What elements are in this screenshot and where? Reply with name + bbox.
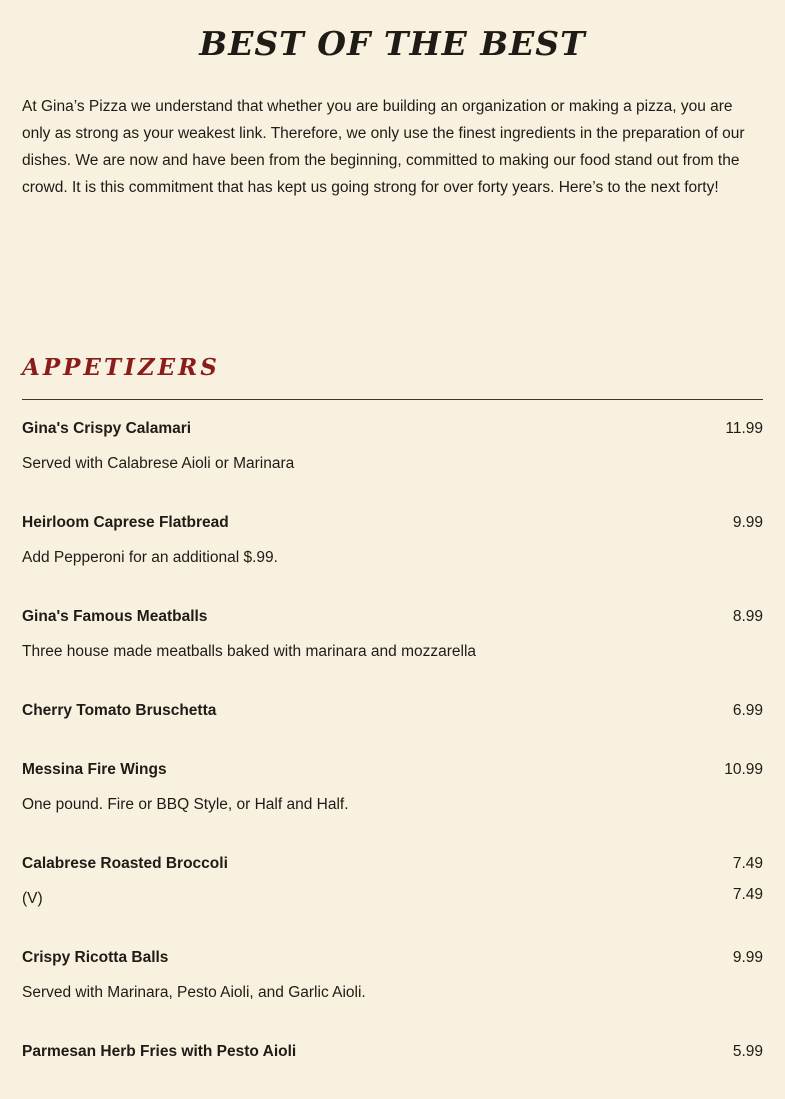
menu-item-price: 7.49 xyxy=(732,855,763,872)
hero-title: BEST OF THE BEST xyxy=(199,24,586,63)
menu-item-description: Served with Calabrese Aioli or Marinara xyxy=(22,455,295,472)
menu-item xyxy=(22,511,763,570)
menu-item-description: Served with Marinara, Pesto Aioli, and Garlic Aioli. xyxy=(22,984,366,1001)
menu-item-price: 11.99 xyxy=(725,420,763,437)
menu-item xyxy=(22,852,763,911)
menu-item xyxy=(22,946,763,1005)
menu-item-name: Gina's Famous Meatballs xyxy=(22,608,208,625)
menu-item-name: Gina's Crispy Calamari xyxy=(22,420,192,437)
menu-item-description: One pound. Fire or BBQ Style, or Half and Half. xyxy=(22,796,349,813)
menu-item xyxy=(22,605,763,664)
menu-item-name: Crispy Ricotta Balls xyxy=(22,949,169,966)
menu-item-price: 9.99 xyxy=(732,949,763,966)
intro-paragraph: At Gina’s Pizza we understand that whether you are building an organization or making a pizza, you are only as strong as your weakest link. Therefore, we only use the finest ingredients in the preparation of our dishes. We are now and have been from the beginning, committed to making our food stand out from the crowd. It is this commitment that has kept us going strong for over forty years. Here’s to the next forty! xyxy=(22,98,745,196)
menu-item xyxy=(22,758,763,817)
menu-item-name: Messina Fire Wings xyxy=(22,761,167,778)
menu-item-description: Three house made meatballs baked with marinara and mozzarella xyxy=(22,643,477,660)
menu-item-price: 9.99 xyxy=(732,514,763,531)
menu-item-name: Cherry Tomato Bruschetta xyxy=(22,702,217,719)
section-title-appetizers: APPETIZERS xyxy=(22,354,220,381)
menu-item-price: 6.99 xyxy=(732,702,763,719)
menu-item-name: Heirloom Caprese Flatbread xyxy=(22,514,229,531)
menu-item xyxy=(22,1040,763,1064)
menu-item-name: Parmesan Herb Fries with Pesto Aioli xyxy=(22,1043,297,1060)
menu-item xyxy=(22,699,763,723)
menu-item-price: 5.99 xyxy=(732,1043,763,1060)
menu-item-description: Add Pepperoni for an additional $.99. xyxy=(22,549,278,566)
menu-item-secondary-price: 7.49 xyxy=(732,886,763,903)
menu-item-price: 10.99 xyxy=(724,761,763,778)
menu-item-name: Calabrese Roasted Broccoli xyxy=(22,855,228,872)
menu-item-price: 8.99 xyxy=(732,608,763,625)
menu-item-description: (V) xyxy=(22,890,43,907)
section-divider xyxy=(22,399,763,400)
menu-item xyxy=(22,417,763,476)
